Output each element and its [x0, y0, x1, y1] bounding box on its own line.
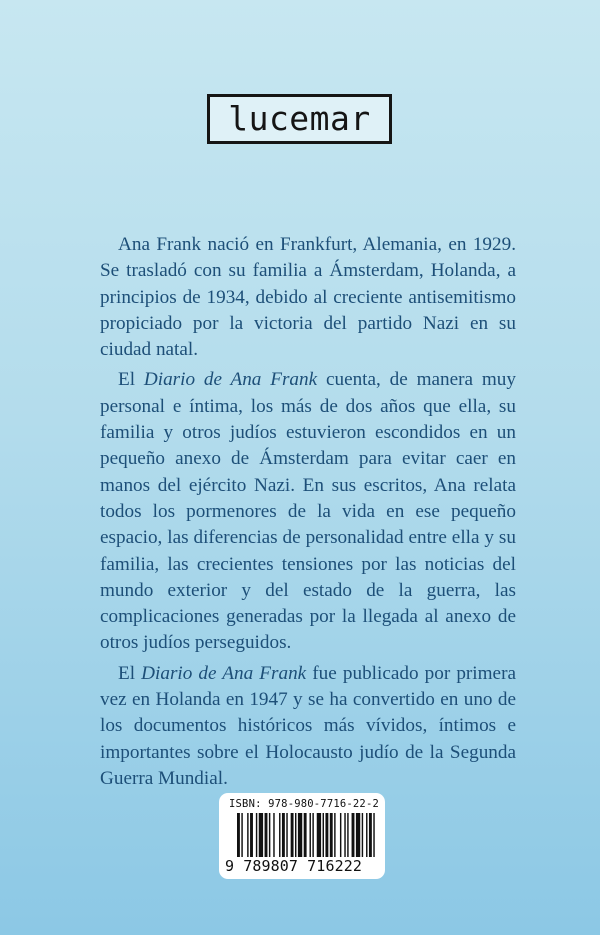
barcode-digits: 9 789807 716222 [225, 857, 362, 875]
synopsis-paragraph-3-lead: El [118, 662, 142, 684]
barcode-bar [344, 813, 345, 857]
barcode-bar [340, 813, 341, 857]
book-title-italic: Diario de Ana Frank [141, 662, 307, 684]
publisher-logo-text: lucemar [228, 98, 371, 138]
barcode-bar [282, 813, 285, 857]
barcode-bar [295, 813, 296, 857]
barcode-bar [304, 813, 307, 857]
synopsis-paragraph-2-text: cuenta, de manera muy personal e íntima, los más de dos años que ella, su familia y otros judíos estuvieron escondidos en un pequeño anexo de Ámsterdam para evitar caer en manos del ejército Nazi. En sus escritos, Ana relata todos los pormenores de la vida en ese pequeño espacio, las diferencias de personalidad entre ella y su familia, las crecientes tensiones por las noticias del mundo exterior y del estado de la guerra, las complicaciones generadas por la llegada al anexo de otros judíos perseguidos. [100, 369, 516, 654]
barcode-bar [352, 813, 355, 857]
synopsis-paragraph-2 [100, 367, 516, 656]
barcode-bar [291, 813, 294, 857]
barcode-bar [362, 813, 363, 857]
barcode-bar [323, 813, 324, 857]
barcode-bar [325, 813, 328, 857]
barcode-bar [247, 813, 248, 857]
barcode-bar [334, 813, 335, 857]
barcode-bar [330, 813, 333, 857]
isbn-label: ISBN: 978-980-7716-22-2 [229, 798, 379, 810]
barcode-bar [310, 813, 311, 857]
barcode-bar [259, 813, 263, 857]
barcode-bars [237, 813, 377, 857]
barcode-bar [356, 813, 360, 857]
synopsis-paragraph-3 [100, 661, 516, 792]
synopsis-paragraph-3-text: fue publicado por primera vez en Holanda en 1947 y se ha convertido en uno de los documentos históricos más vívidos, íntimos e importantes sobre el Holocausto judío de la Segunda Guerra Mundial. [100, 662, 516, 789]
barcode-bar [369, 813, 372, 857]
barcode-bar [256, 813, 257, 857]
barcode-bar [373, 813, 374, 857]
barcode-bar [317, 813, 321, 857]
barcode-bar [298, 813, 302, 857]
barcode-bar [237, 813, 240, 857]
barcode-bar [250, 813, 253, 857]
barcode-bar [312, 813, 313, 857]
barcode-bar [286, 813, 287, 857]
synopsis-paragraph-1-text: Ana Frank nació en Frankfurt, Alemania, en 1929. Se trasladó con su familia a Ámsterdam, Holanda, a principios de 1934, debido al creciente antisemitismo propiciado por la victoria del partido Nazi en su ciudad natal. [100, 234, 516, 361]
barcode-bar [279, 813, 280, 857]
barcode-bar [347, 813, 348, 857]
barcode-bar [241, 813, 242, 857]
synopsis-paragraph-1 [100, 232, 516, 363]
book-synopsis [100, 232, 516, 796]
barcode-bar [265, 813, 268, 857]
barcode-bar [269, 813, 270, 857]
book-title-italic: Diario de Ana Frank [143, 369, 318, 391]
publisher-logo [207, 94, 392, 144]
barcode-bar [273, 813, 274, 857]
barcode-bar [366, 813, 367, 857]
synopsis-paragraph-2-lead: El [118, 369, 144, 391]
isbn-barcode [219, 793, 385, 879]
